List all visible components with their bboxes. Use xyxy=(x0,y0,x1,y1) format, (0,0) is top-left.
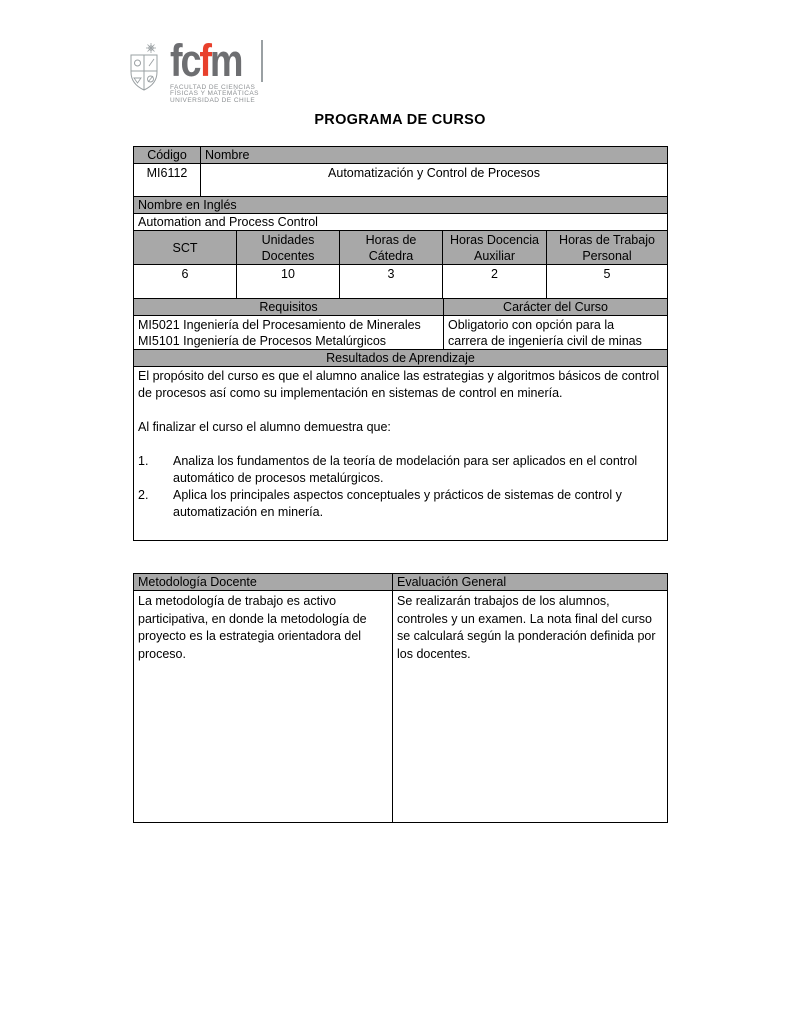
horas-catedra-value-cell: 3 xyxy=(340,265,443,298)
horas-trabajo-personal-value-cell: 5 xyxy=(603,267,611,281)
outcome-item-number: 1. xyxy=(138,454,149,468)
nombre-ingles-header-cell: Nombre en Inglés xyxy=(134,197,667,213)
caracter-value-cell: Obligatorio con opción para la carrera de ingeniería civil de minas xyxy=(448,318,642,348)
table-row-code-name-value xyxy=(134,164,667,197)
table-row-english-name-value xyxy=(134,214,667,231)
horas-docencia-auxiliar-value-cell: 2 xyxy=(443,265,547,298)
resultados-subheading: Al finalizar el curso el alumno demuestra que: xyxy=(138,420,391,434)
horas-docencia-auxiliar-header-cell: Horas Docencia Auxiliar xyxy=(443,231,547,264)
spacer xyxy=(138,402,663,419)
methodology-evaluation-table xyxy=(133,573,668,823)
codigo-header-cell: Código xyxy=(134,147,201,163)
resultados-body-cell xyxy=(134,367,667,540)
table-row-requisites-header xyxy=(134,299,667,316)
unidades-docentes-value-cell: 10 xyxy=(237,265,340,298)
logo-acronym-fc: fc xyxy=(170,35,200,86)
logo-acronym-m: m xyxy=(209,35,242,86)
evaluacion-body-cell: Se realizarán trabajos de los alumnos, controles y un examen. La nota final del curso se calculará según la ponderación definida por los docentes. xyxy=(397,594,656,661)
requisitos-value-cell xyxy=(134,316,444,349)
requisito-line: MI5021 Ingeniería del Procesamiento de Minerales xyxy=(138,318,421,332)
resultados-intro-paragraph: El propósito del curso es que el alumno analice las estrategias y algoritmos básicos de control de procesos así como su implementación en sistemas de control en minería. xyxy=(138,369,660,400)
universidad-de-chile-emblem-icon xyxy=(129,42,163,92)
logo-divider-rule xyxy=(261,40,263,82)
table-row-method-header xyxy=(134,574,667,591)
nombre-value-cell: Automatización y Control de Procesos xyxy=(328,166,540,180)
outcome-item-number: 2. xyxy=(138,488,149,502)
logo-caption-line1: FACULTAD DE CIENCIAS xyxy=(170,84,256,91)
resultados-header-cell: Resultados de Aprendizaje xyxy=(134,350,667,366)
table-row-outcomes-header xyxy=(134,350,667,367)
table-row-requisites-value xyxy=(134,316,667,350)
table-row-outcomes-body xyxy=(134,367,667,540)
logo-acronym-f-red: f xyxy=(199,35,210,86)
table-row-credits-header xyxy=(134,231,667,265)
evaluacion-header-cell: Evaluación General xyxy=(393,574,667,590)
horas-catedra-header-cell: Horas de Cátedra xyxy=(340,231,443,264)
unidades-docentes-header-cell: Unidades Docentes xyxy=(237,231,340,264)
requisitos-header-cell: Requisitos xyxy=(134,299,444,315)
fcfm-logo xyxy=(129,35,263,104)
outcome-item-text: Analiza los fundamentos de la teoría de modelación para ser aplicados en el control automático de procesos metalúrgicos. xyxy=(173,454,638,485)
metodologia-body-cell: La metodología de trabajo es activo participativa, en donde la metodología de proyecto es la estrategia orientadora del proceso. xyxy=(134,591,393,822)
table-row-english-name-header xyxy=(134,197,667,214)
outcome-item-text: Aplica los principales aspectos conceptuales y prácticos de sistemas de control y automatización en minería. xyxy=(173,488,622,519)
outcome-list-item xyxy=(138,453,663,487)
table-row-method-body xyxy=(134,591,667,822)
logo-caption-line3: UNIVERSIDAD DE CHILE xyxy=(170,96,256,104)
metodologia-header-cell: Metodología Docente xyxy=(134,574,393,590)
course-info-table xyxy=(133,146,668,541)
outcome-list-item xyxy=(138,487,663,521)
logo-text-block xyxy=(170,35,263,104)
caracter-header-cell: Carácter del Curso xyxy=(444,299,667,315)
sct-value-cell: 6 xyxy=(134,265,237,298)
table-row-credits-values xyxy=(134,265,667,299)
horas-trabajo-personal-header-cell: Horas de Trabajo Personal xyxy=(547,231,667,264)
sct-header-cell: SCT xyxy=(134,231,237,264)
logo-caption-line2: FÍSICAS Y MATEMÁTICAS xyxy=(170,90,259,98)
logo-acronym xyxy=(170,35,263,86)
logo-caption xyxy=(170,85,263,104)
nombre-ingles-value-cell: Automation and Process Control xyxy=(138,215,318,229)
spacer xyxy=(138,436,663,453)
codigo-value-cell: MI6112 xyxy=(134,164,201,196)
table-row-code-name-header xyxy=(134,147,667,164)
requisito-line: MI5101 Ingeniería de Procesos Metalúrgicos xyxy=(138,334,387,348)
nombre-header-cell: Nombre xyxy=(201,147,667,163)
page-title: PROGRAMA DE CURSO xyxy=(314,112,486,128)
